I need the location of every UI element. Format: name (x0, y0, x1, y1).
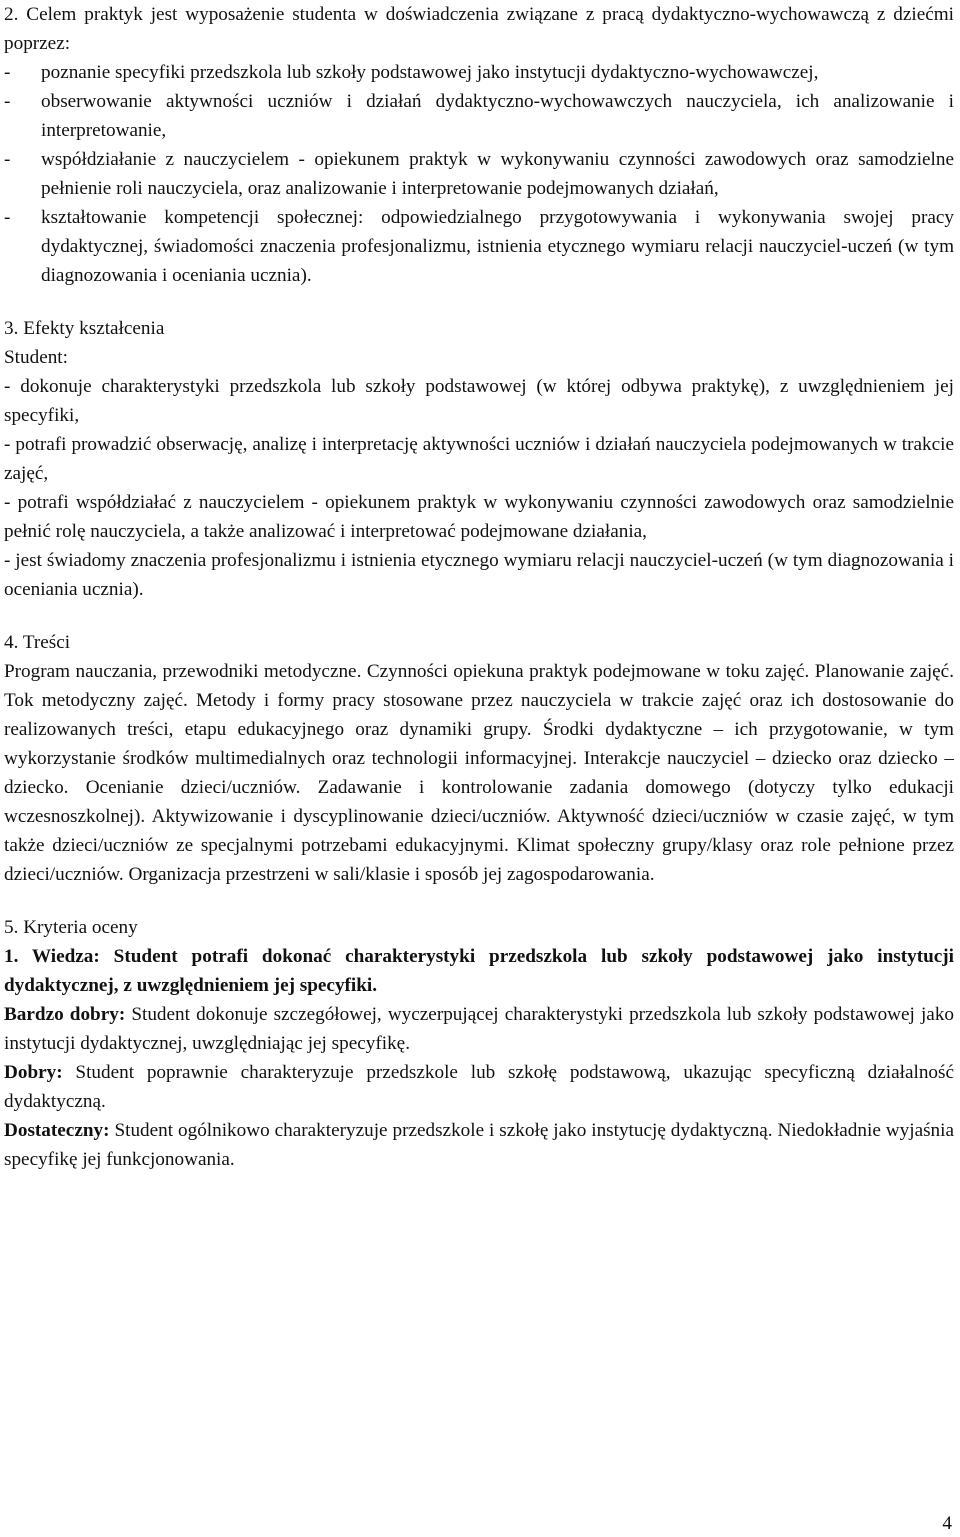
grade-text: Student ogólnikowo charakteryzuje przedszkole i szkołę jako instytucję dydaktyczną. Niedokładnie wyjaśnia specyfikę jej funkcjonowania. (4, 1120, 954, 1170)
list-item: - poznanie specyfiki przedszkola lub szkoły podstawowej jako instytucji dydaktyczno-wychowawczej, (4, 62, 819, 83)
grade-very-good (4, 1000, 954, 1058)
outcome-item: - potrafi współdziałać z nauczycielem - opiekunem praktyk w wykonywaniu czynności zawodowych oraz samodzielnie pełnić rolę nauczyciela, a także analizować i interpretować podejmowane działania, (4, 492, 954, 542)
criterion-knowledge: 1. Wiedza: Student potrafi dokonać charakterystyki przedszkola lub szkoły podstawowej jako instytucji dydaktycznej, z uwzględnieniem jej specyfiki. (4, 946, 954, 996)
outcome-item: - dokonuje charakterystyki przedszkola lub szkoły podstawowej (w której odbywa praktykę), z uwzględnieniem jej specyfiki, (4, 376, 954, 426)
outcome-item: - jest świadomy znaczenia profesjonalizmu i istnienia etycznego wymiaru relacji nauczyciel-uczeń (w tym diagnozowania i oceniania ucznia). (4, 550, 954, 600)
grade-label: Dobry: (4, 1062, 63, 1083)
outcome-item: - potrafi prowadzić obserwację, analizę i interpretację aktywności uczniów i działań nauczyciela podejmowanych w trakcie zajęć, (4, 434, 954, 484)
grade-text: Student dokonuje szczegółowej, wyczerpującej charakterystyki przedszkola lub szkoły podstawowej jako instytucji dydaktycznej, uwzględniając jej specyfikę. (4, 1004, 955, 1054)
grade-good (4, 1058, 954, 1116)
list-item: - obserwowanie aktywności uczniów i działań dydaktyczno-wychowawczych nauczyciela, ich analizowanie i interpretowanie, (4, 91, 954, 141)
grade-label: Bardzo dobry: (4, 1004, 126, 1025)
grade-label: Dostateczny: (4, 1120, 110, 1141)
document-page (4, 0, 954, 1174)
section-3-heading: 3. Efekty kształcenia (4, 318, 165, 339)
page-number: 4 (942, 1513, 952, 1534)
list-item: - kształtowanie kompetencji społecznej: odpowiedzialnego przygotowywania i wykonywania swojej pracy dydaktycznej, świadomości znaczenia profesjonalizmu, istnienia etycznego wymiaru relacji nauczyciel-uczeń (w tym diagnozowania i oceniania ucznia). (4, 207, 954, 286)
section-4-heading: 4. Treści (4, 632, 71, 653)
student-label: Student: (4, 347, 68, 368)
section-4-body: Program nauczania, przewodniki metodyczne. Czynności opiekuna praktyk podejmowane w toku zajęć. Planowanie zajęć. Tok metodyczny zajęć. Metody i formy pracy stosowane przez nauczyciela w trakcie zajęć oraz ich dostosowanie do realizowanych treści, etapu edukacyjnego oraz dynamiki grupy. Środki dydaktyczne – ich przygotowanie, w tym wykorzystanie środków multimedialnych oraz technologii informacyjnej. Interakcje nauczyciel – dziecko oraz dziecko – dziecko. Ocenianie dzieci/uczniów. Zadawanie i kontrolowanie zadania domowego (dotyczy tylko edukacji wczesnoszkolnej). Aktywizowanie i dyscyplinowanie dzieci/uczniów. Aktywność dzieci/uczniów w czasie zajęć, w tym także dzieci/uczniów ze specjalnymi potrzebami edukacyjnymi. Klimat społeczny grupy/klasy oraz role pełnione przez dzieci/uczniów. Organizacja przestrzeni w sali/klasie i sposób jej zagospodarowania. (4, 661, 954, 885)
grade-sufficient (4, 1116, 954, 1174)
list-item: - współdziałanie z nauczycielem - opiekunem praktyk w wykonywaniu czynności zawodowych oraz samodzielne pełnienie roli nauczyciela, oraz analizowanie i interpretowanie podejmowanych działań, (4, 149, 954, 199)
grade-text: Student poprawnie charakteryzuje przedszkole lub szkołę podstawową, ukazując specyficzną działalność dydaktyczną. (4, 1062, 954, 1112)
section-2-list (4, 58, 954, 290)
section-2-intro: 2. Celem praktyk jest wyposażenie studenta w doświadczenia związane z pracą dydaktyczno-wychowawczą z dziećmi poprzez: (4, 4, 954, 54)
section-5-heading: 5. Kryteria oceny (4, 917, 138, 938)
